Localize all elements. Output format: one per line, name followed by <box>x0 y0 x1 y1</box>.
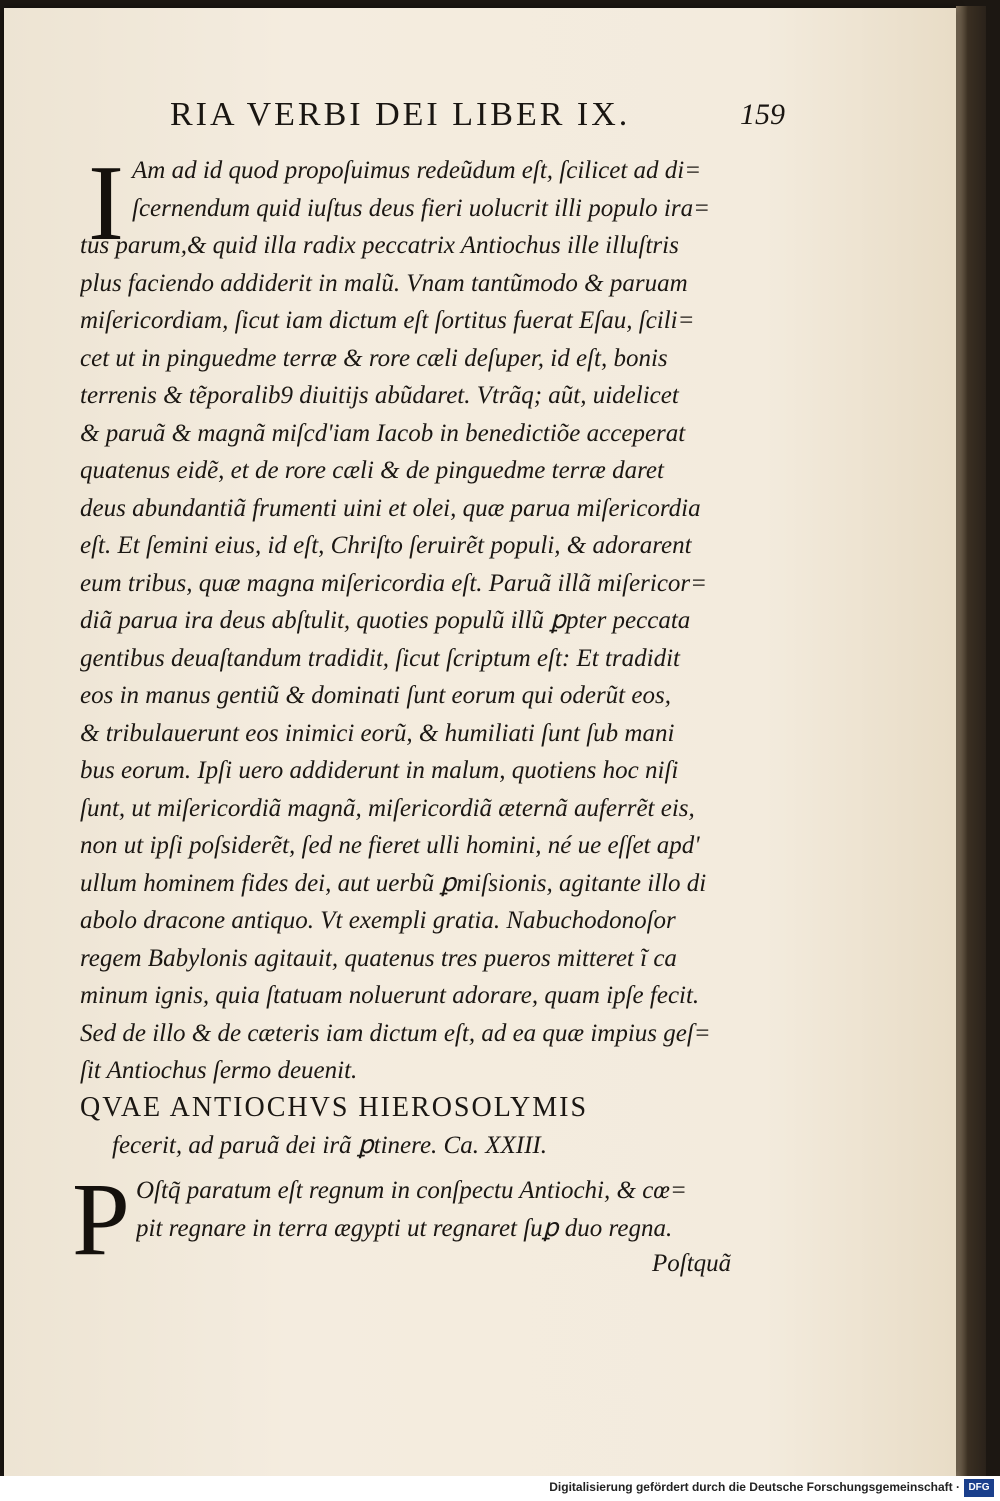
chapter-heading: QVAE ANTIOCHVS HIEROSOLYMIS <box>80 1092 589 1123</box>
text-line: diã parua ira deus abſtulit, quoties populũ illũ ꝑpter peccata <box>80 607 691 634</box>
text-line: bus eorum. Ipſi uero addiderunt in malum, quotiens hoc niſi <box>80 757 679 784</box>
catchword: Poſtquã <box>652 1250 732 1277</box>
page-number: 159 <box>740 98 785 131</box>
text-line: regem Babylonis agitauit, quatenus tres pueros mitteret ĩ ca <box>80 944 677 972</box>
text-line: eos in manus gentiũ & dominati ſunt eorum qui oderũt eos, <box>80 682 671 709</box>
dfg-logo: DFG <box>964 1479 994 1497</box>
text-line: plus faciendo addiderit in malũ. Vnam tantũmodo & paruam <box>80 269 688 297</box>
text-line: quatenus eidẽ, et de rore cæli & de pinguedme terræ daret <box>80 457 664 484</box>
text-line: eum tribus, quæ magna miſericordia eſt. Paruã illã miſericor= <box>80 569 708 597</box>
text-line: Oſtq̃ paratum eſt regnum in conſpectu Antiochi, & cœ= <box>136 1177 687 1204</box>
text-line: non ut ipſi poſsiderẽt, ſed ne fieret ulli homini, né ue eſſet apd' <box>80 832 700 859</box>
text-line: Sed de illo & de cæteris iam dictum eſt, ad ea quæ impius geſ= <box>80 1019 711 1047</box>
chapter-subheading: fecerit, ad paruã dei irã ꝑtinere. Ca. XXIII. <box>112 1132 547 1159</box>
text-line: ullum hominem fides dei, aut uerbũ ꝑmiſsionis, agitante illo di <box>80 869 707 897</box>
text-line: terrenis & tẽporalib9 diuitijs abũdaret. Vtrãq; aũt, uidelicet <box>80 382 679 409</box>
text-line: ſit Antiochus ſermo deuenit. <box>80 1057 358 1084</box>
paragraph-body <box>80 144 800 1090</box>
drop-cap-initial-i: I <box>88 144 124 263</box>
book-page-edge <box>956 6 986 1478</box>
text-line: pit regnare in terra ægypti ut regnaret ſuꝑ duo regna. <box>136 1214 673 1242</box>
text-line: deus abundantiã frumenti uini et olei, quæ parua miſericordia <box>80 494 701 522</box>
text-line: & paruã & magnã miſcd'iam Iacob in benedictiõe acceperat <box>80 419 686 447</box>
text-line: eſt. Et ſemini eius, id eſt, Chriſto ſeruirẽt populi, & adorarent <box>80 532 692 559</box>
text-line: ſunt, ut miſericordiã magnã, miſericordiã æternã auferrẽt eis, <box>80 794 695 822</box>
running-head: RIA VERBI DEI LIBER IX. <box>170 96 631 133</box>
footer-bar <box>0 1476 1000 1501</box>
drop-cap-initial-p: P <box>72 1162 130 1277</box>
text-line: cet ut in pinguedme terræ & rore cæli deſuper, id eſt, bonis <box>80 344 668 372</box>
text-line: tus parum,& quid illa radix peccatrix Antiochus ille illuſtris <box>80 232 679 259</box>
text-line: miſericordiam, ſicut iam dictum eſt ſortitus fuerat Eſau, ſcili= <box>80 307 695 334</box>
text-line: Am ad id quod propoſuimus redeũdum eſt, ſcilicet ad di= <box>132 157 702 184</box>
paragraph-body-2 <box>136 1172 796 1247</box>
text-line: abolo dracone antiquo. Vt exempli gratia. Nabuchodonoſor <box>80 907 676 934</box>
text-line: & tribulauerunt eos inimici eorũ, & humiliati ſunt ſub mani <box>80 719 675 747</box>
text-line: ſcernendum quid iuſtus deus fieri uolucrit illi populo ira= <box>132 194 710 222</box>
text-line: gentibus deuaſtandum tradidit, ſicut ſcriptum eſt: Et tradidit <box>80 644 680 672</box>
funding-credit: Digitalisierung gefördert durch die Deutsche Forschungsgemeinschaft · <box>549 1480 960 1494</box>
text-line: minum ignis, quia ſtatuam noluerunt adorare, quam ipſe fecit. <box>80 982 700 1009</box>
